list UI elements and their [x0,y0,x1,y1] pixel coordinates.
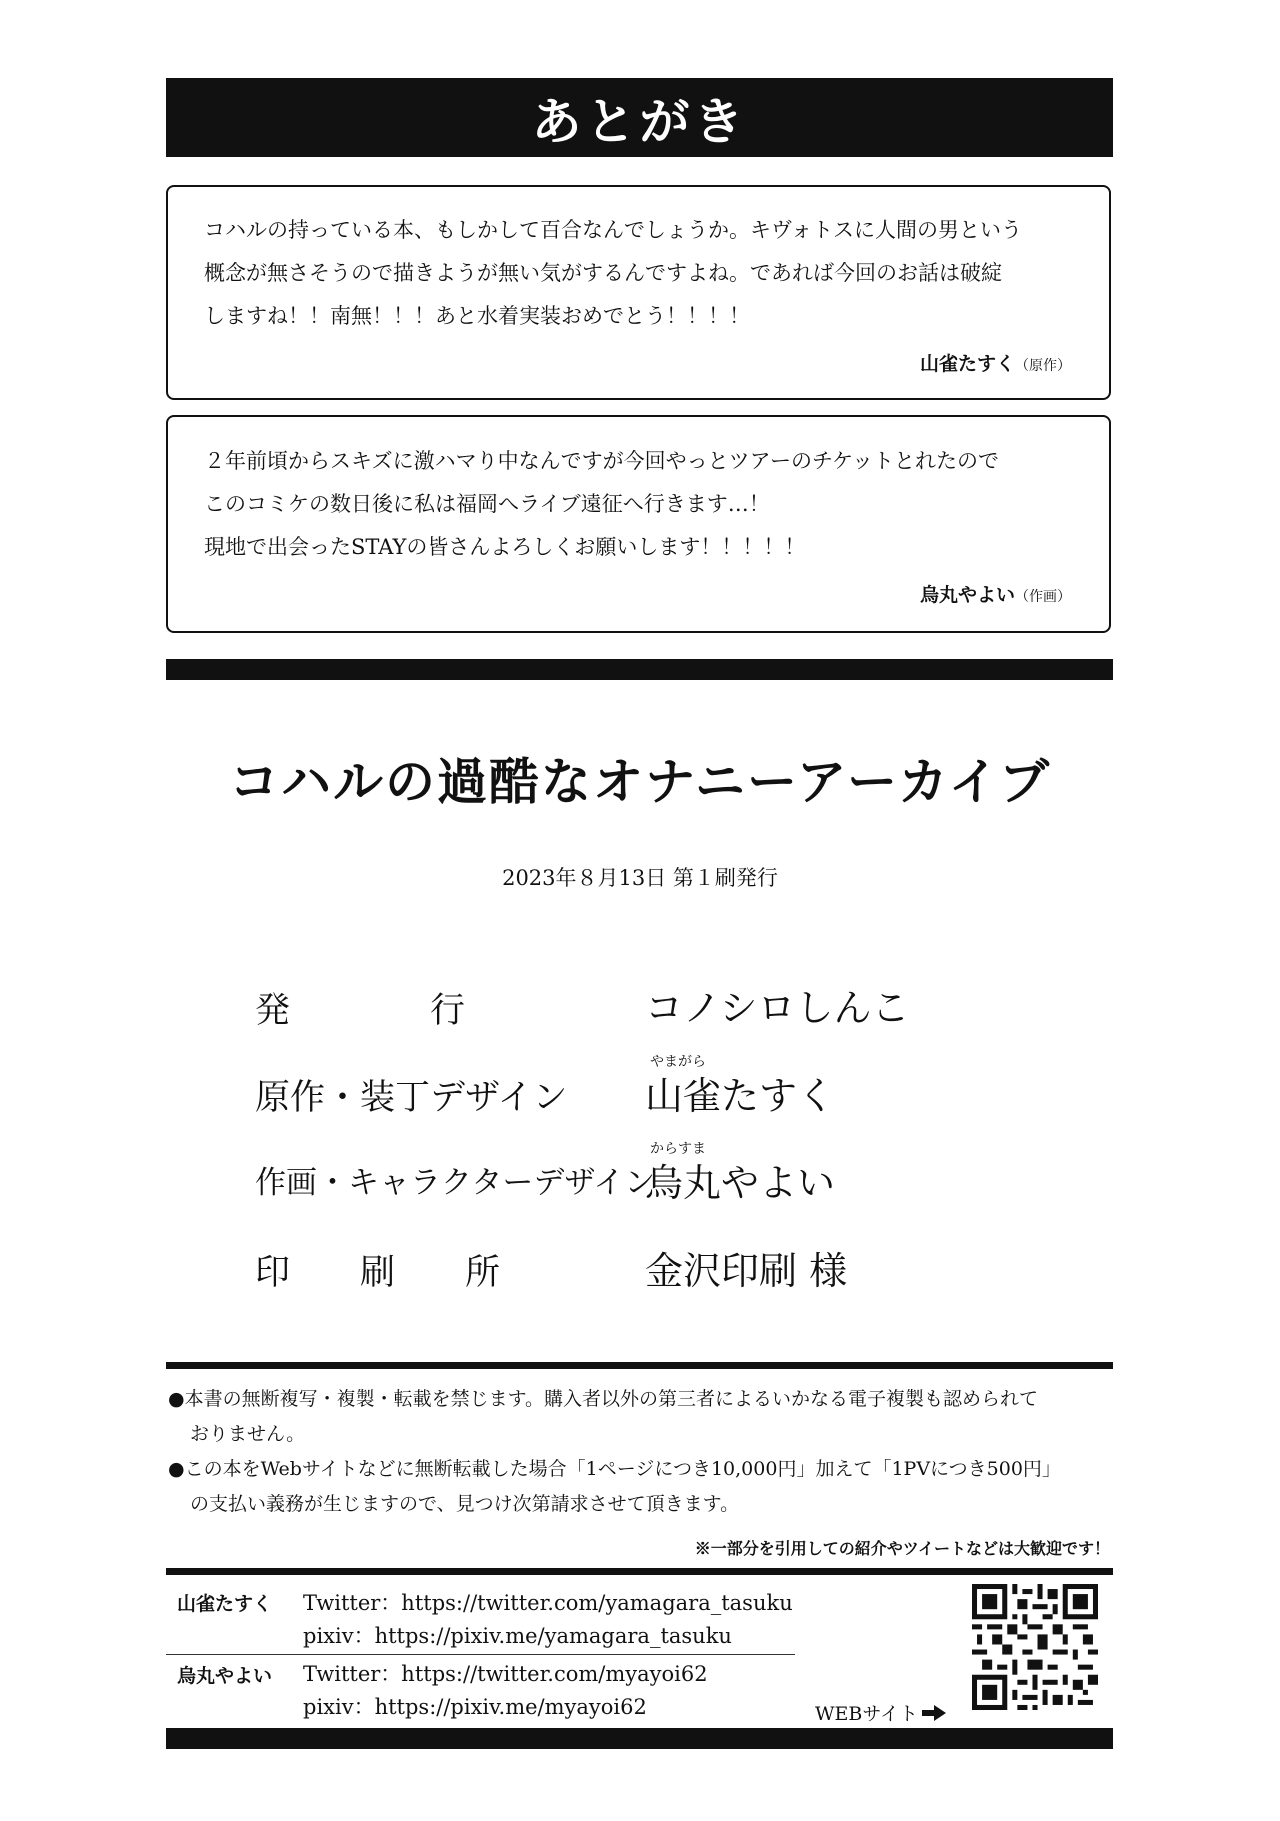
note-1-line-2: 概念が無さそうので描きようが無い気がするんですよね。であれば今回のお話は破綻 [204,261,1002,285]
footer-divider [166,1728,1113,1749]
note-2-role: （作画） [1015,589,1071,605]
links-top-rule [166,1568,1113,1575]
book-title: コハルの過酷なオナニーアーカイブ [229,753,1051,811]
author-2-twitter-link[interactable]: Twitter：https://twitter.com/myayoi62 [303,1662,708,1686]
note-1-line-3: しますね！！南無！！！あと水着実装おめでとう！！！！ [204,304,750,328]
web-site-text: WEBサイト [815,1703,919,1725]
credit-value-art: 烏丸やよい [645,1161,836,1205]
credit-value-printer: 金沢印刷 様 [645,1249,848,1293]
note-1-line-1: コハルの持っている本、もしかして百合なんでしょうか。キヴォトスに人間の男という [204,218,1022,242]
quote-welcome-note: ※一部分を引用しての紹介やツイートなどは大歓迎です！ [694,1539,1110,1558]
author-2-name: 烏丸やよい [177,1665,273,1687]
notice-line-1-cont: おりません。 [190,1423,306,1445]
arrow-right-icon [922,1705,946,1721]
credit-label-original: 原作・装丁デザイン [255,1078,568,1118]
note-2-line-1: ２年前頃からスキズに激ハマり中なんですが今回やっとツアーのチケットとれたので [204,449,1000,473]
afterword-heading: あとがき [166,78,1113,157]
author-2-pixiv-link[interactable]: pixiv：https://pixiv.me/myayoi62 [303,1695,647,1719]
afterword-note-2 [166,415,1111,633]
credit-value-publisher: コノシロしんこ [645,986,910,1030]
links-separator [166,1654,795,1655]
note-2-line-2: このコミケの数日後に私は福岡へライブ遠征へ行きます…！ [204,492,770,516]
qr-code-icon[interactable] [972,1584,1098,1710]
author-1-name: 山雀たすく [177,1593,273,1615]
credit-label-printer: 印 刷 所 [255,1253,501,1293]
credit-ruby-art: からすま [650,1141,706,1157]
note-2-signature [920,580,1071,607]
publication-date: 2023年８月13日 第１刷発行 [502,866,778,890]
credit-value-original: 山雀たすく [645,1074,836,1118]
notice-line-1: ●本書の無断複写・複製・転載を禁じます。購入者以外の第三者によるいかなる電子複製も認められて [168,1388,1039,1410]
credit-label-publisher: 発 行 [255,991,466,1031]
web-site-label[interactable] [815,1699,946,1726]
notice-top-rule [166,1362,1113,1369]
note-2-line-3: 現地で出会ったSTAYの皆さんよろしくお願いします！！！！！ [204,535,806,559]
author-1-pixiv-link[interactable]: pixiv：https://pixiv.me/yamagara_tasuku [303,1624,732,1648]
note-1-signature [920,349,1071,376]
afterword-note-1 [166,185,1111,400]
note-1-author: 山雀たすく [919,353,1015,375]
notice-line-2: ●この本をWebサイトなどに無断転載した場合「1ページにつき10,000円」加えて「1PVにつき500円」 [168,1458,1061,1480]
note-1-role: （原作） [1015,358,1071,374]
credit-ruby-original: やまがら [650,1054,706,1070]
note-2-author: 烏丸やよい [919,584,1015,606]
section-divider [166,659,1113,680]
credit-label-art: 作画・キャラクターデザイン [255,1165,656,1201]
notice-line-2-cont: の支払い義務が生じますので、見つけ次第請求させて頂きます。 [190,1493,740,1515]
author-1-twitter-link[interactable]: Twitter：https://twitter.com/yamagara_tasuku [303,1591,793,1615]
